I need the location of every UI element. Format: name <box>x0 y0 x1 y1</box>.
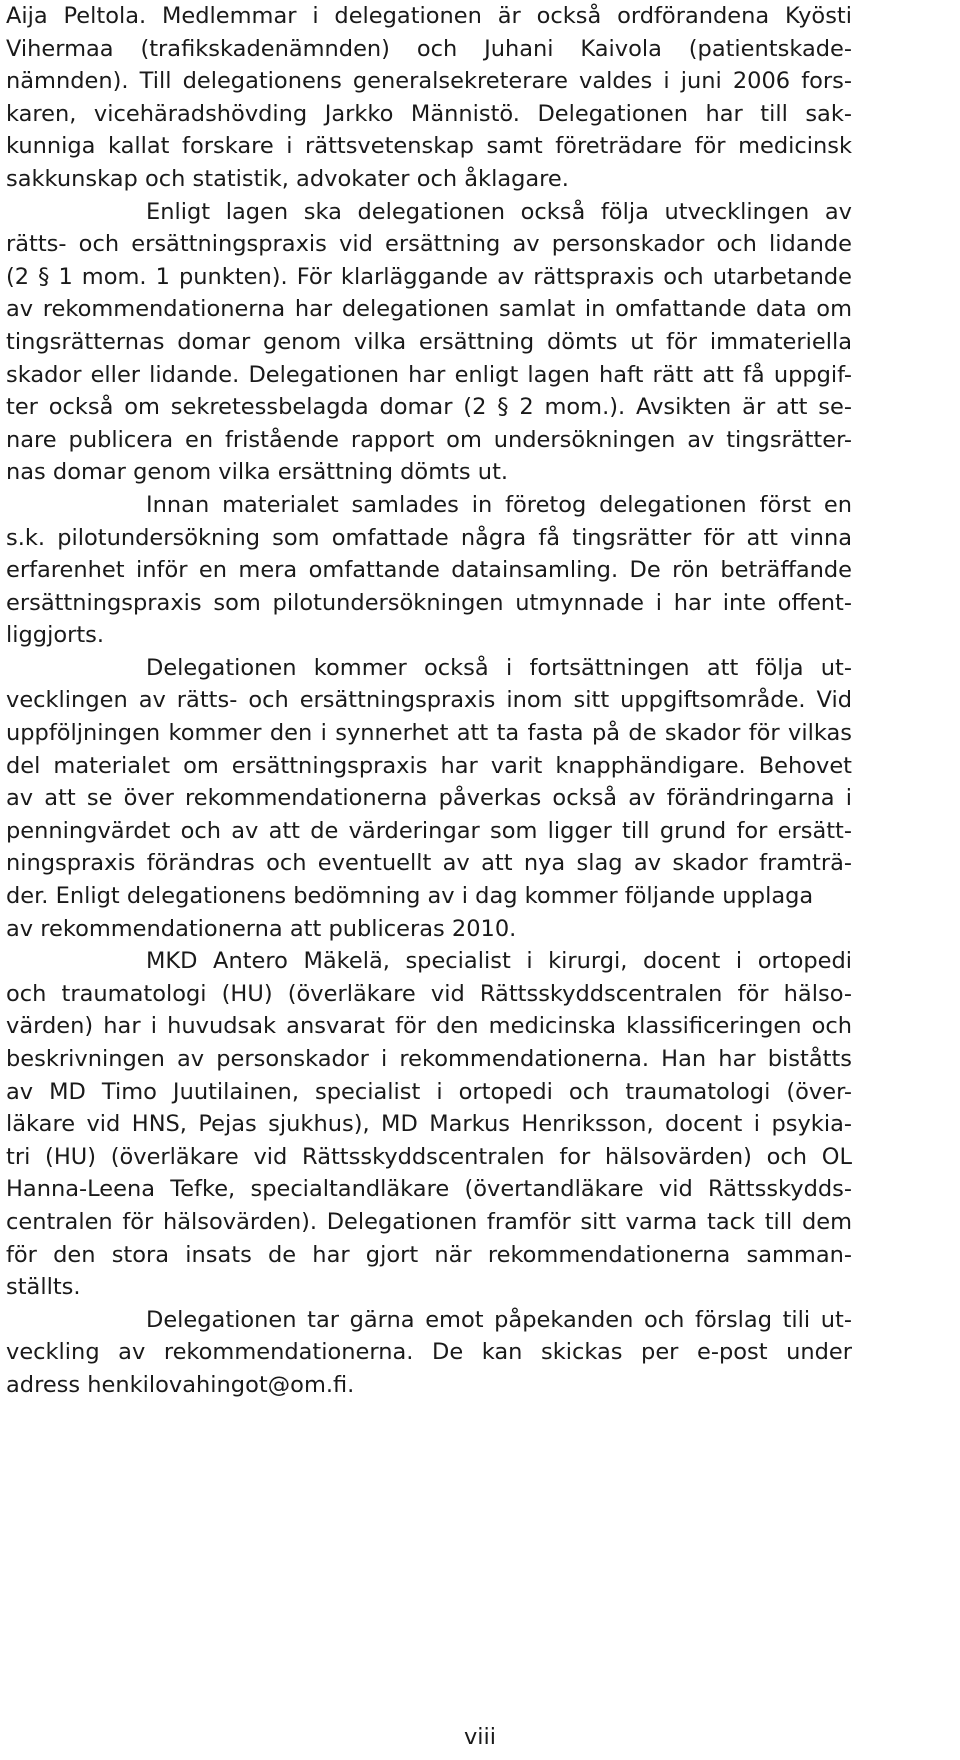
text-line: av rekommendationerna att publiceras 2010. <box>6 915 517 942</box>
text-line: veckling av rekommendationerna. De kan skickas per e-post under <box>6 1339 852 1366</box>
text-line: ningspraxis förändras och eventuellt av att nya slag av skador framträ- <box>6 850 852 877</box>
text-line: tri (HU) (överläkare vid Rättsskyddscentralen for hälsovärden) och OL <box>6 1143 852 1170</box>
text-line: Aija Peltola. Medlemmar i delegationen är också ordförandena Kyösti <box>6 3 852 29</box>
page-number: viii <box>463 1724 497 1750</box>
text-line: s.k. pilotundersökning som omfattade några få tingsrätter för att vinna <box>6 524 852 551</box>
text-line: nas domar genom vilka ersättning dömts ut. <box>6 459 509 486</box>
text-line: karen, vicehäradshövding Jarkko Männistö. Delegationen har till sak- <box>6 100 852 127</box>
text-line: Hanna-Leena Tefke, specialtandläkare (övertandläkare vid Rättsskydds- <box>6 1176 852 1203</box>
text-line: kunniga kallat forskare i rättsvetenskap samt företrädare för medicinsk <box>6 133 852 160</box>
text-line: läkare vid HNS, Pejas sjukhus), MD Markus Henriksson, docent i psykia- <box>6 1111 852 1138</box>
text-line: av MD Timo Juutilainen, specialist i ortopedi och traumatologi (över- <box>6 1078 852 1105</box>
text-line: MKD Antero Mäkelä, specialist i kirurgi, docent i ortopedi <box>146 948 852 975</box>
text-line: ställts. <box>6 1274 81 1301</box>
text-line: nämnden). Till delegationens generalsekreterare valdes i juni 2006 fors- <box>6 68 852 95</box>
text-line: erfarenhet inför en mera omfattande datainsamling. De rön beträffande <box>6 557 852 584</box>
text-line: av rekommendationerna har delegationen samlat in omfattande data om <box>6 296 852 323</box>
text-line: vecklingen av rätts- och ersättningspraxis inom sitt uppgiftsområde. Vid <box>6 687 852 714</box>
text-line: der. Enligt delegationens bedömning av i dag kommer följande upplaga <box>6 883 814 910</box>
text-line: Enligt lagen ska delegationen också följa utvecklingen av <box>146 198 852 225</box>
text-line: Delegationen kommer också i fortsättningen att följa ut- <box>146 654 852 681</box>
text-line: penningvärdet och av att de värderingar som ligger till grund for ersätt- <box>6 817 852 844</box>
document-body <box>6 0 852 1402</box>
text-line: av att se över rekommendationerna påverkas också av förändringarna i <box>6 785 852 812</box>
text-line: rätts- och ersättningspraxis vid ersättning av personskador och lidande <box>6 231 852 258</box>
text-line: ter också om sekretessbelagda domar (2 § 2 mom.). Avsikten är att se- <box>6 394 852 421</box>
text-line: för den stora insats de har gjort när rekommendationerna samman- <box>6 1241 852 1268</box>
text-line: (2 § 1 mom. 1 punkten). För klarläggande av rättspraxis och utarbetande <box>6 263 852 290</box>
text-line: tingsrätternas domar genom vilka ersättning dömts ut för immateriella <box>6 328 852 355</box>
text-line: adress henkilovahingot@om.fi. <box>6 1371 355 1398</box>
text-line: Delegationen tar gärna emot påpekanden och förslag tili ut- <box>146 1306 852 1333</box>
text-line: uppföljningen kommer den i synnerhet att ta fasta på de skador för vilkas <box>6 720 852 747</box>
text-line: värden) har i huvudsak ansvarat för den medicinska klassificeringen och <box>6 1013 852 1040</box>
text-line: centralen för hälsovärden). Delegationen framför sitt varma tack till dem <box>6 1208 852 1235</box>
text-line: liggjorts. <box>6 622 105 649</box>
text-line: Innan materialet samlades in företog delegationen först en <box>146 491 852 518</box>
text-line: och traumatologi (HU) (överläkare vid Rättsskyddscentralen för hälso- <box>6 980 852 1007</box>
text-line: sakkunskap och statistik, advokater och åklagare. <box>6 165 569 192</box>
text-line: nare publicera en fristående rapport om undersökningen av tingsrätter- <box>6 426 852 453</box>
text-line: Vihermaa (trafikskadenämnden) och Juhani Kaivola (patientskade- <box>6 35 852 62</box>
text-line: beskrivningen av personskador i rekommendationerna. Han har biståtts <box>6 1046 852 1072</box>
text-line: ersättningspraxis som pilotundersökningen utmynnade i har inte offent- <box>6 589 852 616</box>
text-line: del materialet om ersättningspraxis har varit knapphändigare. Behovet <box>6 752 852 779</box>
text-line: skador eller lidande. Delegationen har enligt lagen haft rätt att få uppgif- <box>6 361 852 388</box>
